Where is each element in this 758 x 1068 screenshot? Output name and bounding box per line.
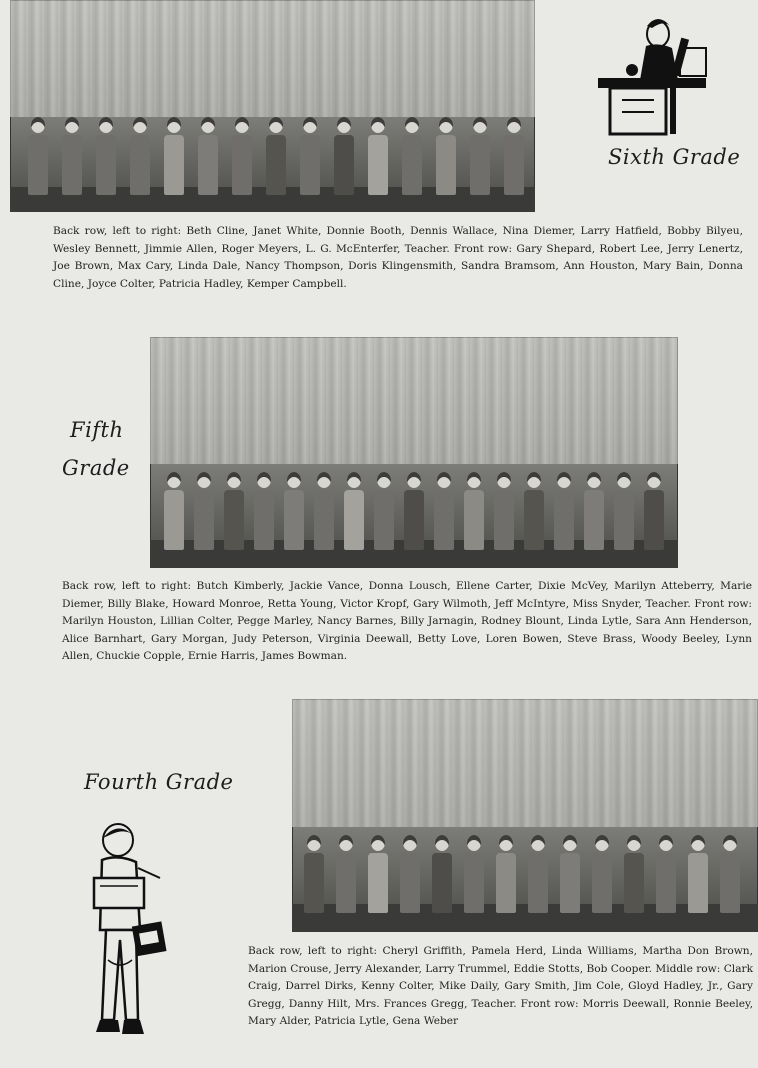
fourth-grade-heading: Fourth Grade: [84, 770, 234, 794]
fifth-grade-heading-line1: Fifth: [70, 418, 124, 442]
secretary-at-desk-illustration: [592, 8, 724, 140]
fifth-grade-heading-line2: Grade: [62, 456, 130, 480]
schoolboy-with-books-illustration: [78, 820, 174, 1046]
fourth-grade-class-photo: [292, 699, 758, 932]
fifth-grade-caption: Back row, left to right: Butch Kimberly, Jackie Vance, Donna Lousch, Ellene Carter, Dixie McVey, Marilyn Atteberry, Marie Diemer, Billy Blake, Howard Monroe, Retta Young, Victor Kropf, Gary Wilmoth, Jeff McIntyre, Miss Snyder, Teacher. Front row: Marilyn Houston, Lillian Colter, Pegge Marley, Nancy Barnes, Billy Jarnagin, Rodney Blount, Linda Lytle, Sara Ann Henderson, Alice Barnhart, Gary Morgan, Judy Peterson, Virginia Deewall, Betty Love, Loren Bowen, Steve Brass, Woody Beeley, Lynn Allen, Chuckie Copple, Ernie Harris, James Bowman.: [62, 580, 752, 662]
sixth-grade-heading: Sixth Grade: [608, 145, 741, 169]
sixth-grade-caption: Back row, left to right: Beth Cline, Janet White, Donnie Booth, Dennis Wallace, Nina Diemer, Larry Hatfield, Bobby Bilyeu, Wesley Bennett, Jimmie Allen, Roger Meyers, L. G. McEnterfer, Teacher. Front row: Gary Shepard, Robert Lee, Jerry Lenertz, Joe Brown, Max Cary, Linda Dale, Nancy Thompson, Doris Klingensmith, Sandra Bramsom, Ann Houston, Mary Bain, Donna Cline, Joyce Colter, Patricia Hadley, Kemper Campbell.: [53, 225, 743, 290]
fourth-grade-caption: Back row, left to right: Cheryl Griffith, Pamela Herd, Linda Williams, Martha Don Brown, Marion Crouse, Jerry Alexander, Larry Trummel, Eddie Stotts, Bob Cooper. Middle row: Clark Craig, Darrel Dirks, Kenny Colter, Mike Daily, Gary Smith, Jim Cole, Gloyd Hadley, Jr., Gary Gregg, Danny Hilt, Mrs. Frances Gregg, Teacher. Front row: Morris Deewall, Ronnie Beeley, Mary Alder, Patricia Lytle, Gena Weber: [248, 945, 753, 1027]
sixth-grade-class-photo: [10, 0, 535, 212]
fifth-grade-class-photo: [150, 337, 678, 568]
